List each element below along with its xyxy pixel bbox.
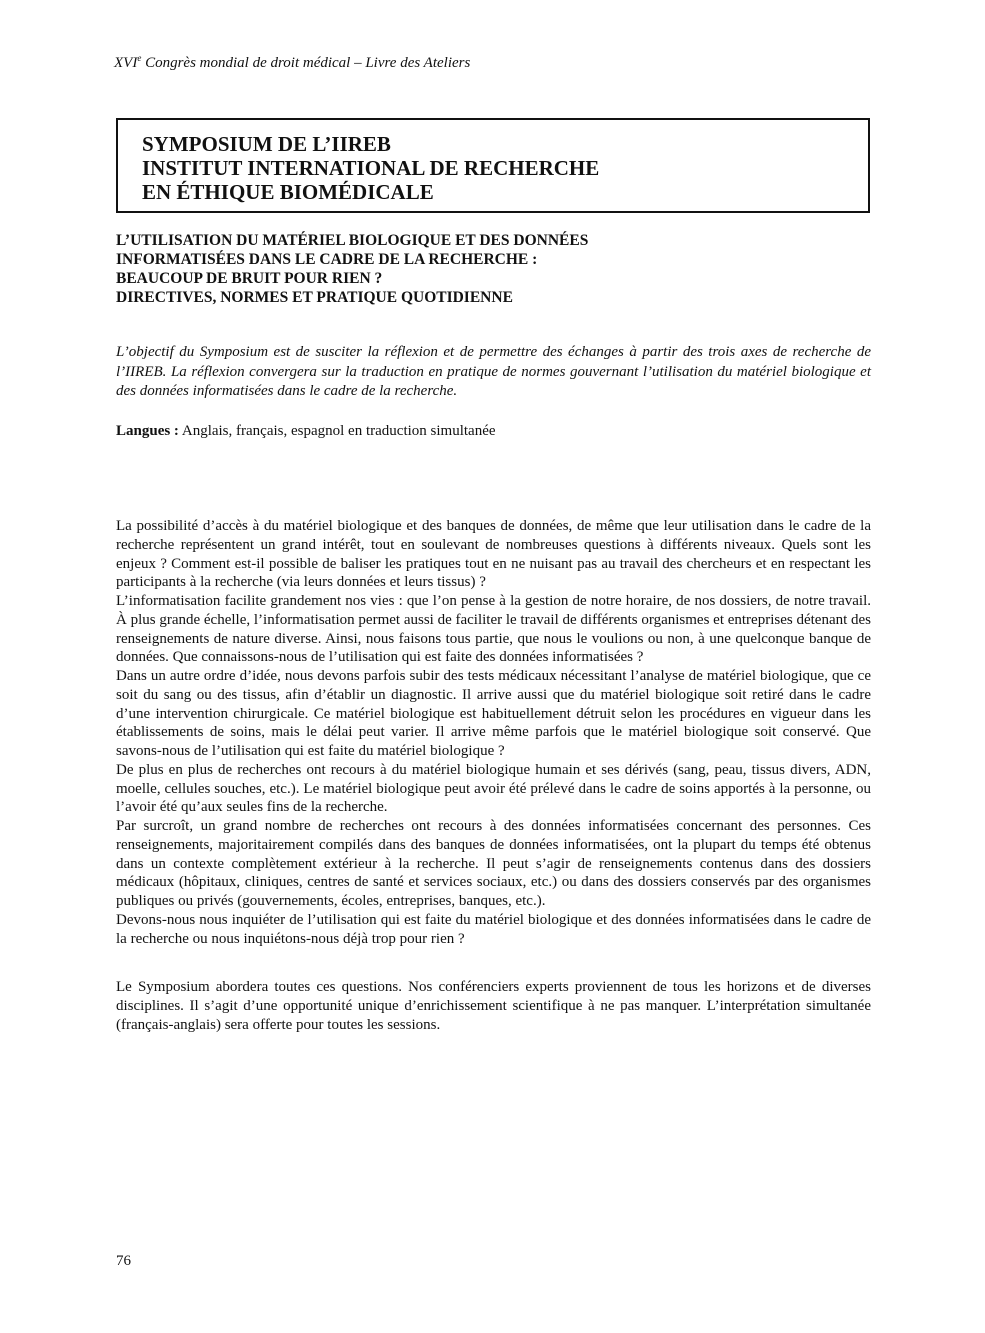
subtitle-line-4: DIRECTIVES, NORMES ET PRATIQUE QUOTIDIENNE	[116, 289, 513, 306]
title-line-1: SYMPOSIUM DE L’IIREB	[142, 132, 391, 156]
body-paragraph-6: Devons-nous nous inquiéter de l’utilisation qui est faite du matériel biologique et des données informatisées dans le cadre de la recherche ou nous inquiétons-nous déjà trop pour rien ?	[116, 911, 871, 947]
running-header	[114, 55, 470, 72]
body-paragraph-5: Par surcroît, un grand nombre de recherches ont recours à des données informatisées concernant des personnes. Ces renseignements, majoritairement compilés dans des banques de données informatisées, ont la plupart du temps été obtenus dans un contexte complètement extérieur à la recherche. Il peut s’agir de renseignements contenus dans des dossiers médicaux (hôpitaux, cliniques, centres de santé et services sociaux, etc.) ou dans des dossiers conservés par des organismes publiques ou privés (gouvernements, écoles, entreprises, banques, etc.).	[116, 818, 871, 909]
languages-line	[116, 423, 496, 440]
body-paragraph-1: La possibilité d’accès à du matériel biologique et des banques de données, de même que leur utilisation dans le cadre de la recherche représentent un grand intérêt, tout en soulevant de nombreuses questions à différents niveaux. Quels sont les enjeux ? Comment est-il possible de baliser les pratiques tout en ne nuisant pas au travail des chercheurs et en respectant les participants à la recherche (via leurs données et leurs tissus) ?	[116, 518, 871, 591]
page-number: 76	[116, 1253, 131, 1269]
intro-paragraph: L’objectif du Symposium est de susciter la réflexion et de permettre des échanges à partir des trois axes de recherche de l’IIREB. La réflexion convergera sur la traduction en pratique de normes gouvernant l’utilisation du matériel biologique et des données informatisées dans le cadre de la recherche.	[116, 344, 871, 399]
subtitle	[116, 231, 588, 307]
body-paragraph-2: L’informatisation facilite grandement nos vies : que l’on pense à la gestion de notre horaire, de nos dossiers, de notre travail. À plus grande échelle, l’informatisation permet aussi de faciliter le travail de différents organismes et entreprises détenant des renseignements de nature diverse. Ainsi, nous faisons tous partie, que nous le voulions ou non, à une quelconque banque de données. Que connaissons-nous de l’utilisation qui est faite des données informatisées ?	[116, 593, 872, 666]
subtitle-line-2: INFORMATISÉES DANS LE CADRE DE LA RECHERCHE :	[116, 251, 538, 268]
languages-value: Anglais, français, espagnol en traduction simultanée	[178, 423, 496, 439]
running-header-superscript: e	[137, 53, 142, 63]
running-header-prefix: XVI	[114, 55, 138, 71]
subtitle-line-3: BEAUCOUP DE BRUIT POUR RIEN ?	[116, 270, 383, 287]
title-line-2: INSTITUT INTERNATIONAL DE RECHERCHE	[142, 156, 600, 180]
subtitle-line-1: L’UTILISATION DU MATÉRIEL BIOLOGIQUE ET DES DONNÉES	[116, 232, 589, 249]
title-line-3: EN ÉTHIQUE BIOMÉDICALE	[142, 180, 434, 204]
running-header-text: Congrès mondial de droit médical – Livre des Ateliers	[141, 55, 471, 71]
closing-paragraph: Le Symposium abordera toutes ces questions. Nos conférenciers experts proviennent de tous les horizons et de diverses disciplines. Il s’agit d’une opportunité unique d’enrichissement scientifique à ne pas manquer. L’interprétation simultanée (français-anglais) sera offerte pour toutes les sessions.	[116, 979, 871, 1033]
title-box	[116, 118, 870, 213]
body-paragraph-4: De plus en plus de recherches ont recours à du matériel biologique humain et ses dérivés (sang, peau, tissus divers, ADN, moelle, cellules souches, etc.). Le matériel biologique peut avoir été prélevé dans le cadre de soins apportés à la personne, ou l’avoir été qu’aux seules fins de la recherche.	[116, 761, 871, 816]
body-text	[116, 517, 871, 948]
body-paragraph-3: Dans un autre ordre d’idée, nous devons parfois subir des tests médicaux nécessitant l’analyse de matériel biologique, que ce soit du sang ou des tissus, afin d’établir un diagnostic. Il arrive aussi que du matériel biologique soit retiré dans le cadre d’une intervention chirurgicale. Ce matériel biologique est habituellement détruit selon les procédures en vigueur dans les établissements de soins, mais le délai peut varier. Il arrive même parfois que le matériel biologique soit conservé. Que savons-nous de l’utilisation qui est faite du matériel biologique ?	[116, 668, 871, 759]
languages-label: Langues :	[116, 423, 179, 439]
